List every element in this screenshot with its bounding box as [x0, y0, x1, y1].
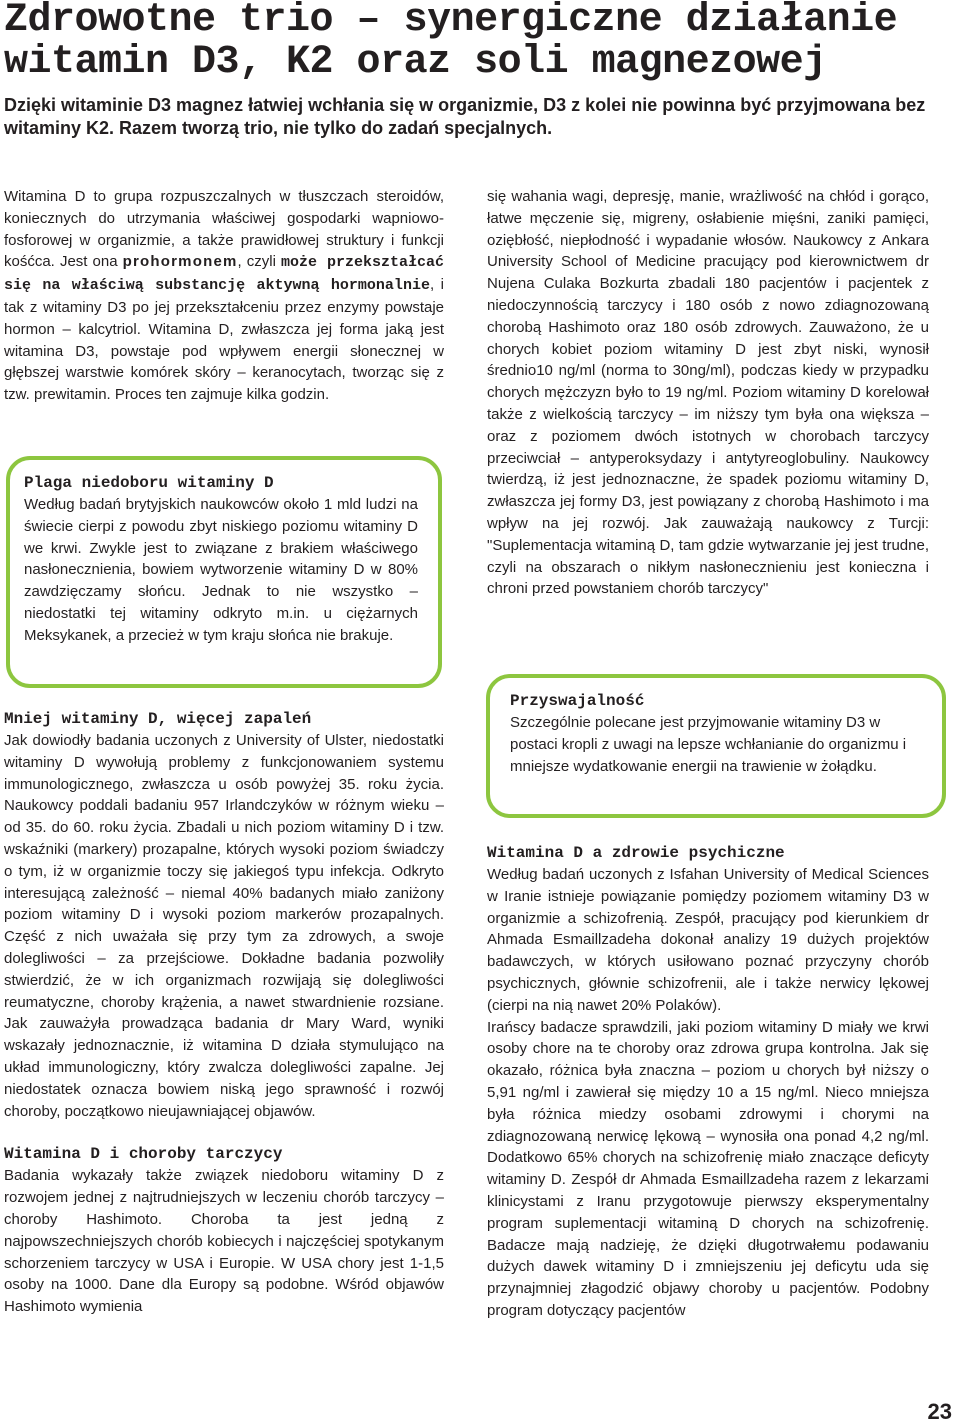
left-lower-column [4, 708, 444, 1318]
thyroid-continuation-text: się wahania wagi, depresję, manie, wrażliwość na chłód i gorąco, łatwe męczenie się, migreny, osłabienie mięśni, zaniki pamięci, oziębłość, niepłodność i wypadanie włosów. Naukowcy z Ankara University School of Medicine pracujący pod kierownictwem dr Nujena Culaka Bozkurta zbadali 180 pacjentów i pacjentek z niedoczynnością tarczycy i 180 osób z nowo zdiagnozowaną chorobą Hashimoto oraz 180 osób zdrowych. Zauważono, że u chorych kobiet poziom witaminy D jest zbyt niski, wynosił średnio10 ng/ml (norma to 30ng/ml), podczas kiedy w przypadku chorych mężczyzn było to 19 ng/ml. Poziom witaminy D korelował także z wielkością tarczycy – im niższy tym była ona większa – oraz z poziomem dwóch istotnych w chorobach tarczycy przeciwciał – antyperoksydazy i antytyreoglobuliny. Naukowcy twierdzą, iż jest jednoznaczne, że spadek poziomu witaminy D, zwłaszcza jej formy D3, jest powiązany z chorobą Hashimoto i ma wpływ na jej rozwój. Jak zauważają naukowcy z Turcji: "Suplementacja witaminą D, tam gdzie wytwarzanie jej jest trudne, czyli na obszarach o nikłym nasłonecznieniu jest konieczna i chroni przed powstaniem chorób tarczycy" [487, 188, 929, 598]
deficiency-callout-box [6, 456, 442, 688]
intro-text-1: Witamina D to grupa rozpuszczalnych w tłuszczach steroidów, koniecznych do utrzymania właściwej gospodarki wapniowo-fosforowej w organizmie, a także prawidłowej struktury i funkcji kośćca. Jest ona [4, 188, 444, 271]
absorption-callout-content [510, 690, 922, 777]
thyroid-heading: Witamina D i choroby tarczycy [4, 1145, 283, 1164]
absorption-heading: Przyswajalność [510, 692, 645, 710]
thyroid-text: Badania wykazały także związek niedoboru witaminy D z rozwojem jednej z najtrudniejszych w leczeniu chorób tarczycy – choroby Hashimoto. Choroba ta jest jedną z najpowszechniejszych chorób kobiecych i najczęściej spotykanym schorzeniem tarczycy w USA i Europie. W USA chory jest 1-1,5 osoby na 1000. Dane dla Europy są podobne. Wśród objawów Hashimoto wymienia [4, 1167, 444, 1316]
right-upper-column [487, 186, 929, 600]
article-title: Zdrowotne trio – synergiczne działanie witamin D3, K2 oraz soli magnezowej [4, 0, 898, 85]
intro-column [4, 186, 444, 406]
deficiency-heading: Plaga niedoboru witaminy D [24, 474, 274, 492]
prohormone-term: prohormonem [122, 253, 238, 271]
page-number: 23 [927, 1399, 952, 1424]
intro-text-2: , czyli [237, 253, 282, 271]
intro-text-3: , i tak z witaminy D3 po jej przekształceniu przez enzymy powstaje hormon – kalcytriol. Witamina D, zwłaszcza jej forma jaką jest witamina D3, powstaje pod wpływem energii słonecznej w głębszej warstwie komórek skóry – keranocytach, tworząc się z tzw. prewitamin. Proces ten zajmuje kilka godzin. [4, 276, 444, 404]
inflammation-text: Jak dowiodły badania uczonych z University of Ulster, niedostatki witaminy D wywołują problemy z funkcjonowaniem systemu immunologicznego, zwłaszcza u osób powyżej 35. roku życia. Naukowcy poddali badaniu 957 Irlandczyków w różnym wieku – od 35. do 60. roku życia. Zbadali u nich poziom witaminy D i tzw. wskaźniki (markery) prozapalne, których wysoki poziom świadczy o tym, iż w organizmie toczy się jakiegoś typu infekcja. Odkryto interesującą zależność – niemal 40% badanych miało zaniżony poziom witaminy D i wysoki poziom markerów prozapalnych. Część z nich uważała się przy tym za zdrowych, a swoje dolegliwości – za przejściowe. Dokładne badania pozwoliły stwierdzić, że w ich organizmach rozwijają się dolegliwości reumatyczne, choroby krążenia, a nawet stwardnienie rozsiane. Jak zauważyła prowadząca badania dr Mary Ward, wyniki wskazały jednoznacznie, iż witamina D działa stymulująco na układ immunologiczny, który zwalcza dolegliwości zapalne. Jej niedostatek oznacza bowiem niską jego sprawność i rozwój choroby, początkowo nieujawniającej objawów. [4, 732, 444, 1120]
absorption-callout-box [486, 674, 946, 818]
article-lead: Dzięki witaminie D3 magnez łatwiej wchłania się w organizmie, D3 z kolei nie powinna być przyjmowana bez witaminy K2. Razem tworzą trio, nie tylko do zadań specjalnych. [4, 95, 926, 138]
active-substance-phrase: może przekształcać się na właściwą substancję aktywną hormonalnie [4, 254, 444, 295]
section-spacer [4, 1122, 444, 1143]
deficiency-text: Według badań brytyjskich naukowców około 1 mld ludzi na świecie cierpi z powodu zbyt niskiego poziomu witaminy D we krwi. Zwykle jest to związane z brakiem właściwego nasłonecznienia, bowiem wytworzenie witaminy D w 80% zawdzięczamy słońcu. Jednak to nie wszystko – niedostatki tej witaminy odkryto m.in. u ciężarnych Meksykanek, a przecież w tym kraju słońca nie brakuje. [24, 496, 418, 644]
mental-health-text-2: Irańscy badacze sprawdzili, jaki poziom witaminy D miały we krwi osoby chore na te choroby oraz zdrowa grupa kontrolna. Jak się okazało, różnica była znaczna – poziom u chorych był niższy o 5,91 ng/ml i zawierał się między 10 a 15 ng/ml. Nieco mniejsza była różnica miedzy osobami zdrowymi i chorymi na zdiagnozowaną nerwicę lękową – wynosiła ona ponad 4,2 ng/ml. Dodatkowo 65% chorych na schizofrenię miało znaczące deficyty witaminy D. Zespół dr Ahmada Esmaillzadeha razem z lekarzami klinicystami z Iranu przygotowuje pierwszy eksperymentalny program suplementacji witaminą D chorych na schizofrenię. Badacze mają nadzieję, że dzięki długotrwałemu podawaniu dużych dawek witaminy D i zmniejszeniu jej deficytu uda się przynajmniej złagodzić objawy choroby u pacjentów. Podobny program dotyczący pacjentów [487, 1018, 929, 1319]
right-lower-column [487, 842, 929, 1322]
deficiency-callout-content [24, 472, 418, 647]
mental-health-text-1: Według badań uczonych z Isfahan University of Medical Sciences w Iranie istnieje powiązanie pomiędzy poziomem witaminy D3 w organizmie a schizofrenią. Zespół, pracujący pod kierunkiem dr Ahmada Esmaillzadeha dokonał analizy 19 dużych projektów badawczych, w których usiłowano poznać przyczyny chorób psychicznych, głównie schizofrenii, ale i także nerwicy lękowej (cierpi na nią nawet 20% Polaków). [487, 866, 929, 1014]
intro-paragraph [4, 186, 444, 406]
absorption-text: Szczególnie polecane jest przyjmowanie witaminy D3 w postaci kropli z uwagi na lepsze wchłanianie do organizmu i mniejsze wydatkowanie energii na trawienie w żołądku. [510, 714, 907, 775]
mental-health-heading: Witamina D a zdrowie psychiczne [487, 844, 785, 862]
inflammation-heading: Mniej witaminy D, więcej zapaleń [4, 710, 312, 728]
